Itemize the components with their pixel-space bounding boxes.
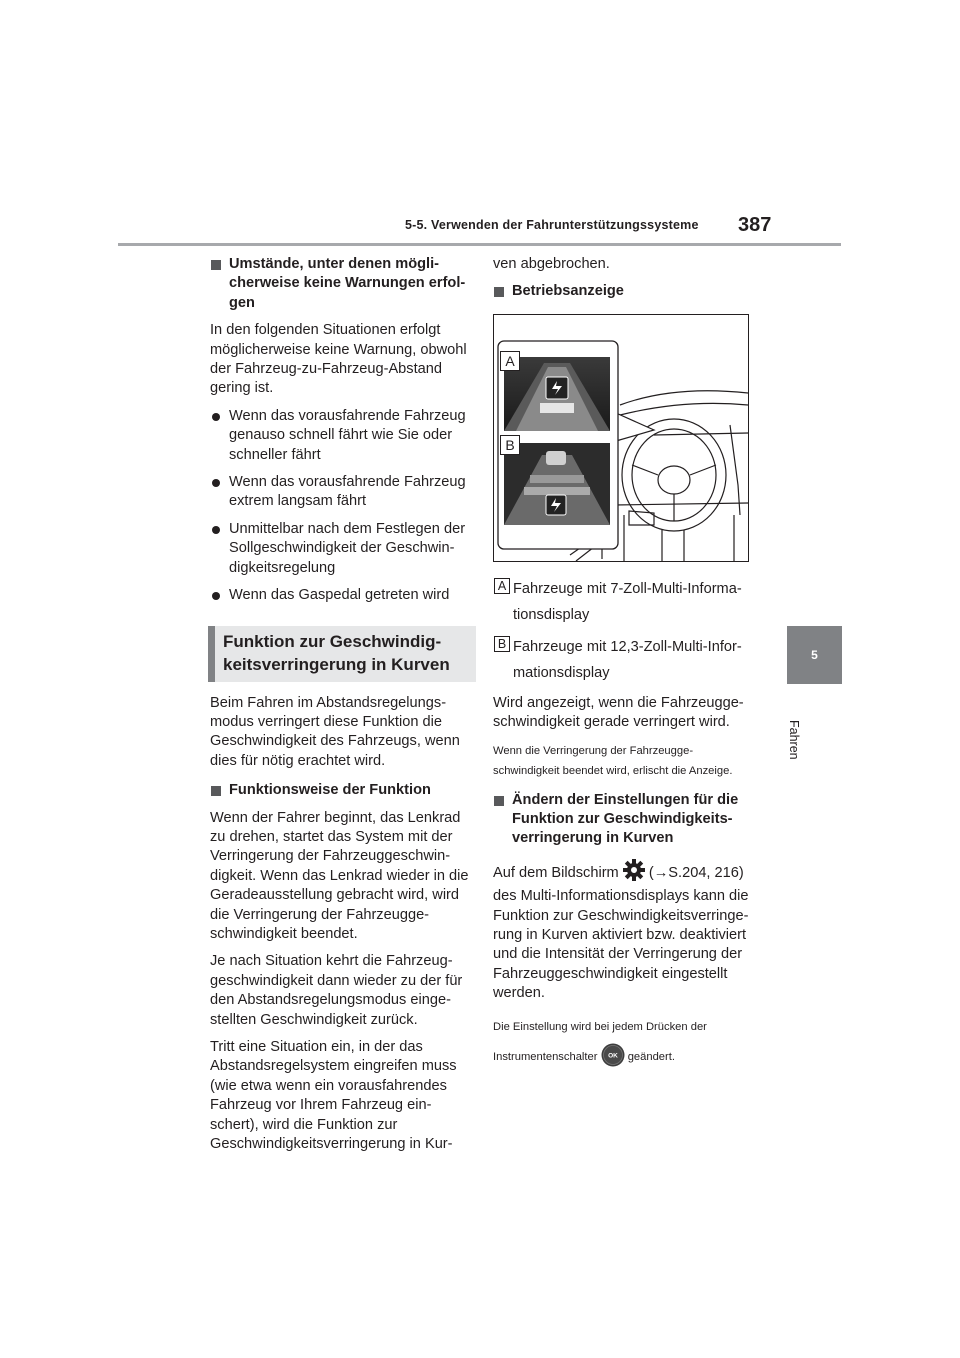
list-item: Unmittelbar nach dem Festlegen der Sollgeschwindigkeit der Geschwin-digkeitsregelung bbox=[210, 520, 472, 578]
heading-no-warnings: Umstände, unter denen mögli-cherweise keine Warnungen erfol-gen bbox=[210, 255, 472, 313]
heading-operation: Funktionsweise der Funktion bbox=[210, 781, 472, 800]
paragraph-displayed: Wird angezeigt, wenn die Fahrzeugge-schwindigkeit gerade verringert wird. bbox=[493, 694, 744, 731]
list-item: Wenn das vorausfahrende Fahrzeug extrem langsam fährt bbox=[210, 473, 472, 512]
paragraph-settings bbox=[493, 859, 755, 1004]
callout-a-text: Fahrzeuge mit 7-Zoll-Multi-Informa-tionsdisplay bbox=[513, 580, 742, 623]
ok-button-icon bbox=[601, 1043, 625, 1079]
label-a-badge: A bbox=[500, 351, 520, 371]
callout-a-letter: A bbox=[494, 578, 510, 594]
dashboard-illustration bbox=[493, 314, 749, 562]
callout-a bbox=[493, 576, 755, 628]
right-column bbox=[493, 255, 755, 1079]
settings-text-rest: des Multi-Informationsdisplays kann die Funktion zur Geschwindigkeitsverringe-rung in Kurven aktiviert bzw. deaktiviert und die Intensität der Verringerung der Fahrzeuggeschwindigkeit eingestellt werden. bbox=[493, 888, 749, 1002]
note-instrument-switch bbox=[493, 1012, 755, 1079]
list-item: Wenn das vorausfahrende Fahrzeug genauso schnell fährt wie Sie oder schneller fährt bbox=[210, 407, 472, 465]
list-item: Wenn das Gaspedal getreten wird bbox=[210, 586, 472, 605]
heading-indicator: Betriebsanzeige bbox=[493, 282, 755, 301]
settings-text-start: Auf dem Bildschirm bbox=[493, 864, 619, 881]
gear-icon bbox=[623, 859, 645, 887]
chapter-number: 5 bbox=[811, 648, 818, 662]
chapter-tab[interactable] bbox=[787, 626, 842, 684]
chapter-label-container bbox=[781, 720, 801, 780]
section-heading-box: Funktion zur Geschwindig-keitsverringerung in Kurven bbox=[208, 626, 476, 682]
paragraph-return-speed: Je nach Situation kehrt die Fahrzeug-geschwindigkeit dann wieder zu der für den Abstandsregelungsmodus einge-stellten Geschwindigkeit zurück. bbox=[210, 953, 463, 1028]
note-text-end: geändert. bbox=[627, 1050, 675, 1063]
header-rule bbox=[118, 243, 841, 246]
paragraph-function: Beim Fahren im Abstandsregelungs-modus verringert diese Funktion die Geschwindigkeit des Fahrzeugs, wenn dies für nötig erachtet wird. bbox=[210, 694, 460, 769]
paragraph-operation: Wenn der Fahrer beginnt, das Lenkrad zu drehen, startet das System mit der Verringerung der Fahrzeuggeschwin-digkeit. Wenn das Lenkrad wieder in die Geradeausstellung gebracht wird, wird die Verringerung der Fahrzeugge-schwindigkeit beendet. bbox=[210, 809, 469, 942]
page-reference: (→S.204, 216) bbox=[648, 864, 744, 881]
heading-change-settings: Ändern der Einstellungen für die Funktion zur Geschwindigkeits-verringerung in Kurven bbox=[493, 791, 755, 849]
paragraph-cancel: Tritt eine Situation ein, in der das Abstandsregelsystem eingreifen muss (wie etwa wenn ein vorausfahrendes Fahrzeug vor Ihrem Fahrzeug ein-schert), wird die Funktion zur Geschwindigkeitsverringerung in Kur- bbox=[210, 1039, 457, 1153]
ok-label: OK bbox=[607, 1052, 618, 1060]
chapter-label: Fahren bbox=[787, 720, 801, 760]
callout-b bbox=[493, 634, 755, 686]
dashboard-drawing bbox=[494, 315, 748, 561]
note-display-off: Wenn die Verringerung der Fahrzeugge-schwindigkeit beendet wird, erlischt die Anzeige. bbox=[493, 744, 733, 777]
left-column bbox=[210, 255, 472, 1154]
label-b-badge: B bbox=[500, 435, 520, 455]
section-title: 5-5. Verwenden der Fahrunterstützungssysteme bbox=[405, 218, 699, 232]
paragraph-continued: ven abgebrochen. bbox=[493, 256, 610, 272]
callout-b-text: Fahrzeuge mit 12,3-Zoll-Multi-Infor-mationsdisplay bbox=[513, 638, 742, 681]
callout-b-letter: B bbox=[494, 636, 510, 652]
paragraph-intro: In den folgenden Situationen erfolgt möglicherweise keine Warnung, obwohl der Fahrzeug-zu-Fahrzeug-Abstand gering ist. bbox=[210, 322, 467, 397]
page-number: 387 bbox=[738, 214, 772, 236]
note-text-start: Die Einstellung wird bei jedem Drücken der Instrumentenschalter bbox=[493, 1020, 707, 1063]
